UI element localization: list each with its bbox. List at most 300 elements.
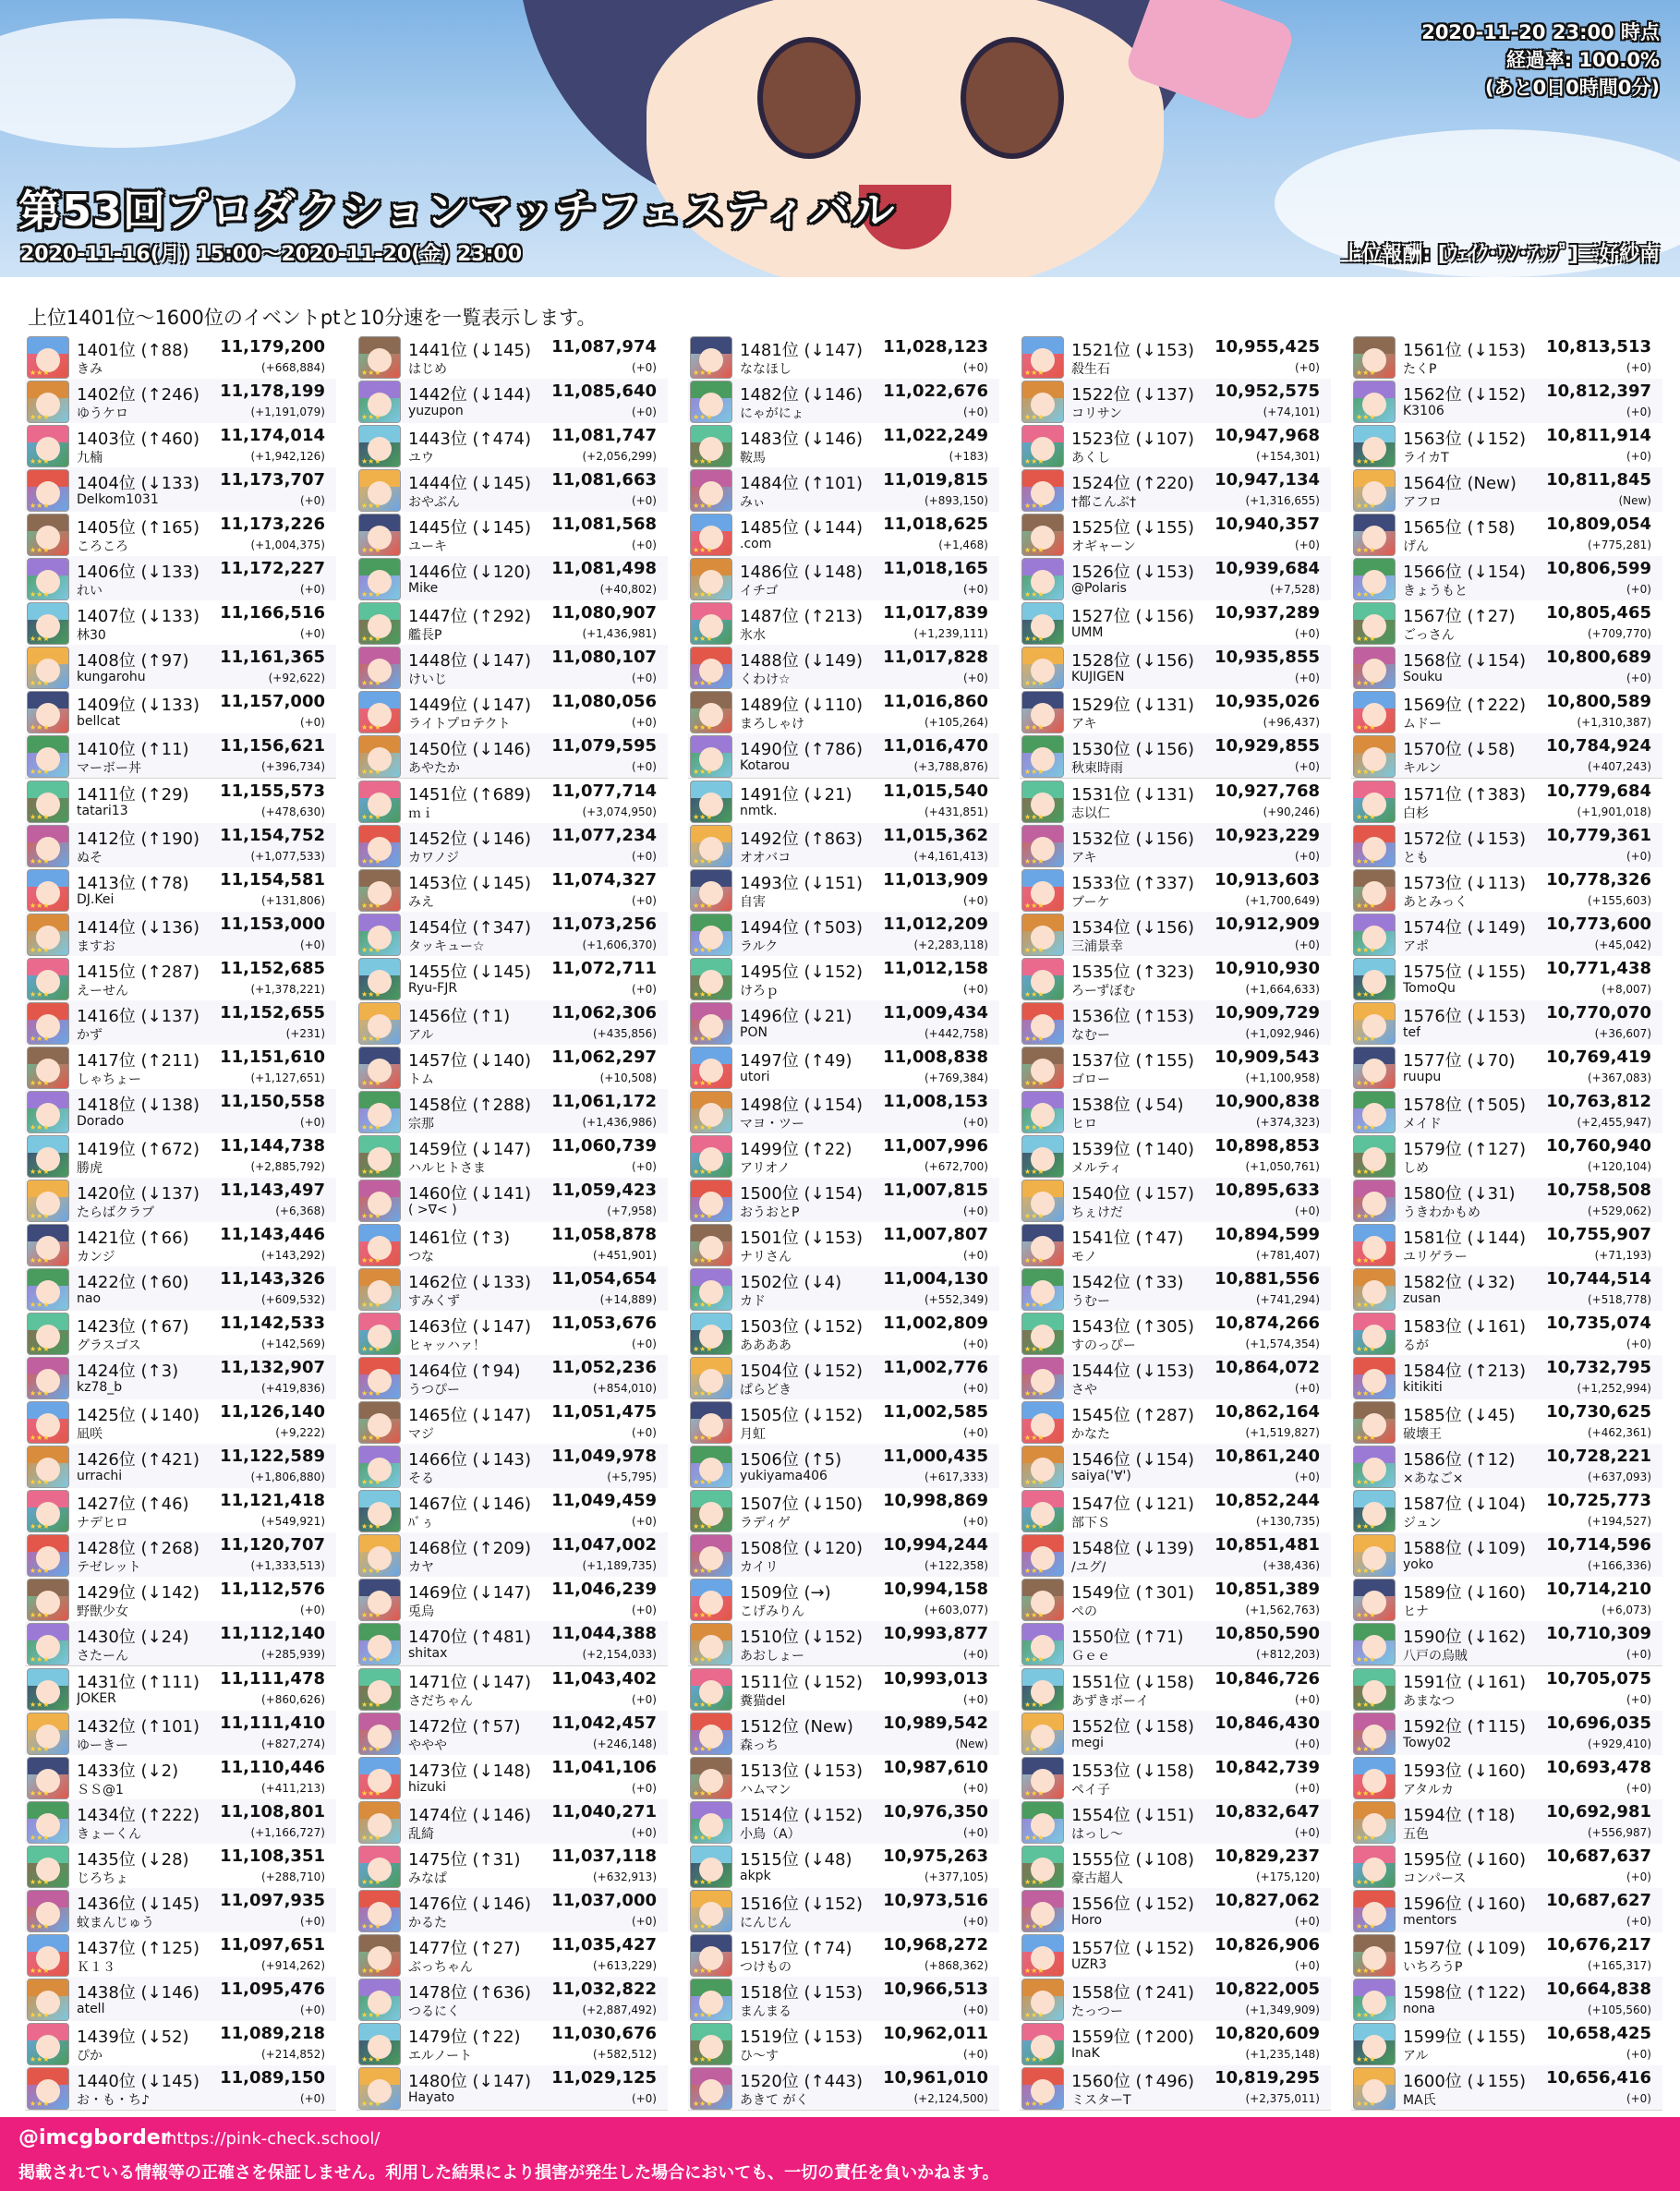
ten-minute-speed: (+407,243)	[1587, 760, 1651, 774]
ranking-entry	[688, 600, 999, 646]
ten-minute-speed: (+0)	[962, 406, 988, 419]
event-points: 11,122,589	[220, 1447, 325, 1467]
ten-minute-speed: (+0)	[631, 1159, 657, 1173]
ten-minute-speed: (+2,885,792)	[250, 1159, 325, 1173]
idol-card-icon: ★★★	[1353, 469, 1396, 512]
ten-minute-speed: (+781,407)	[1255, 1249, 1320, 1262]
producer-name: メイド	[1403, 1116, 1442, 1132]
rank-label: 1428位 (↑268)	[77, 1539, 200, 1559]
idol-card-icon: ★★★	[1021, 1890, 1064, 1932]
idol-card-icon: ★★★	[690, 958, 732, 1000]
rank-label: 1596位 (↓160)	[1403, 1894, 1527, 1914]
rank-label: 1483位 (↓146)	[740, 430, 864, 450]
ranking-entry	[357, 1844, 668, 1889]
ten-minute-speed: (+419,836)	[260, 1382, 325, 1396]
ranking-entry	[357, 1399, 668, 1445]
rank-label: 1463位 (↓147)	[408, 1317, 532, 1338]
rank-label: 1597位 (↓109)	[1403, 1938, 1527, 1958]
rank-label: 1450位 (↓146)	[408, 740, 532, 760]
idol-card-icon: ★★★	[1353, 602, 1396, 645]
ten-minute-speed: (+1,004,375)	[250, 539, 325, 552]
producer-name: ゴロー	[1071, 1071, 1110, 1087]
rank-label: 1505位 (↓152)	[740, 1406, 864, 1426]
ten-minute-speed: (+0)	[299, 494, 325, 508]
idol-card-icon: ★★★	[1021, 735, 1064, 778]
event-points: 10,735,074	[1546, 1313, 1651, 1334]
ten-minute-speed: (+0)	[1626, 1870, 1651, 1883]
idol-card-icon: ★★★	[690, 1313, 732, 1355]
rank-label: 1429位 (↓142)	[77, 1583, 200, 1604]
ranking-entry	[1351, 1488, 1662, 1533]
rank-label: 1477位 (↑27)	[408, 1938, 521, 1958]
producer-name: ミスターT	[1071, 2092, 1131, 2108]
idol-card-icon: ★★★	[358, 1313, 401, 1355]
event-points: 10,989,542	[883, 1713, 988, 1733]
event-points: 11,089,218	[220, 2023, 325, 2043]
producer-name: ラディゲ	[740, 1516, 791, 1531]
ten-minute-speed: (+0)	[1294, 1471, 1320, 1484]
event-points: 10,812,397	[1546, 381, 1651, 402]
rank-label: 1570位 (↓58)	[1403, 740, 1516, 760]
rank-label: 1504位 (↓152)	[740, 1362, 864, 1382]
rank-label: 1598位 (↑122)	[1403, 1982, 1527, 2003]
ten-minute-speed: (+0)	[631, 1426, 657, 1440]
event-points: 10,779,361	[1546, 825, 1651, 845]
rank-label: 1422位 (↑60)	[77, 1273, 189, 1293]
ranking-entry	[25, 1488, 336, 1533]
producer-name: けろｐ	[740, 983, 779, 999]
event-points: 11,018,625	[883, 514, 988, 535]
event-points: 10,676,217	[1546, 1934, 1651, 1955]
producer-name: 兎烏	[408, 1604, 434, 1620]
ten-minute-speed: (+122,358)	[924, 1559, 988, 1573]
ranking-entry	[688, 1311, 999, 1356]
rank-label: 1573位 (↓113)	[1403, 873, 1527, 893]
idol-card-icon: ★★★	[1021, 1490, 1064, 1532]
site-link[interactable]: https://pink-check.school/	[166, 2129, 381, 2149]
rank-label: 1468位 (↑209)	[408, 1539, 532, 1559]
ten-minute-speed: (+2,375,011)	[1245, 2091, 1320, 2105]
event-points: 11,077,714	[551, 781, 657, 801]
ten-minute-speed: (+0)	[962, 583, 988, 597]
rank-label: 1486位 (↓148)	[740, 563, 864, 583]
producer-name: 秋束時雨	[1071, 761, 1123, 777]
event-points: 10,820,609	[1215, 2023, 1320, 2043]
event-points: 10,705,075	[1546, 1668, 1651, 1689]
ranking-entry	[1020, 689, 1331, 734]
idol-card-icon: ★★★	[27, 1401, 69, 1444]
idol-card-icon: ★★★	[358, 1268, 401, 1311]
event-points: 10,771,438	[1546, 958, 1651, 978]
ranking-entry	[25, 1266, 336, 1312]
ten-minute-speed: (+0)	[962, 1825, 988, 1839]
producer-name: ヒャッハァ！	[408, 1338, 486, 1354]
ranking-entry	[25, 1355, 336, 1400]
event-points: 11,053,676	[551, 1313, 657, 1334]
producer-name: nona	[1403, 2001, 1435, 2016]
idol-card-icon: ★★★	[1353, 381, 1396, 423]
ranking-entry	[357, 1711, 668, 1756]
idol-card-icon: ★★★	[1353, 1446, 1396, 1488]
character-eye-art	[961, 37, 1064, 159]
ranking-entry	[1020, 423, 1331, 468]
ten-minute-speed: (+288,710)	[260, 1870, 325, 1883]
ten-minute-speed: (+1,100,958)	[1245, 1071, 1320, 1084]
producer-name: あまなつ	[1403, 1693, 1455, 1709]
ten-minute-speed: (+1,166,727)	[250, 1825, 325, 1839]
rank-label: 1559位 (↑200)	[1071, 2027, 1195, 2047]
rank-label: 1475位 (↑31)	[408, 1849, 521, 1870]
idol-card-icon: ★★★	[690, 1268, 732, 1311]
producer-name: ( >∇< )	[408, 1202, 457, 1217]
producer-name: ますお	[77, 938, 115, 954]
event-points: 11,152,685	[220, 958, 325, 978]
event-points: 11,080,107	[551, 648, 657, 668]
idol-card-icon: ★★★	[1353, 1890, 1396, 1932]
event-points: 11,035,427	[551, 1934, 657, 1955]
ten-minute-speed: (+868,362)	[924, 1958, 988, 1972]
producer-name: あくし	[1071, 451, 1110, 466]
idol-card-icon: ★★★	[358, 735, 401, 778]
rank-label: 1407位 (↓133)	[77, 607, 200, 627]
ten-minute-speed: (+96,437)	[1263, 716, 1320, 730]
ranking-entry	[1351, 1755, 1662, 1800]
ten-minute-speed: (+1,239,111)	[913, 627, 988, 641]
rank-label: 1599位 (↓155)	[1403, 2027, 1527, 2047]
ten-minute-speed: (+45,042)	[1594, 938, 1651, 951]
ranking-entry	[688, 379, 999, 424]
producer-name: Dorado	[77, 1113, 125, 1129]
twitter-handle[interactable]: @imcgborder	[18, 2126, 171, 2149]
ranking-entry	[1351, 467, 1662, 513]
ten-minute-speed: (+1,191,079)	[250, 406, 325, 419]
producer-name: 小鳥（A）	[740, 1826, 801, 1842]
rank-label: 1453位 (↓145)	[408, 873, 532, 893]
ten-minute-speed: (+120,104)	[1587, 1159, 1651, 1173]
ten-minute-speed: (+1,901,018)	[1577, 805, 1651, 818]
ranking-entry	[688, 1711, 999, 1756]
rank-label: 1535位 (↑323)	[1071, 962, 1195, 982]
idol-card-icon: ★★★	[690, 1846, 732, 1888]
idol-card-icon: ★★★	[27, 336, 69, 379]
event-points: 10,769,419	[1546, 1047, 1651, 1067]
idol-card-icon: ★★★	[690, 602, 732, 645]
ranking-entry	[357, 1000, 668, 1046]
ten-minute-speed: (+0)	[631, 494, 657, 508]
ten-minute-speed: (+775,281)	[1587, 539, 1651, 552]
producer-name: ぱらどき	[740, 1383, 792, 1398]
idol-card-icon: ★★★	[358, 1713, 401, 1755]
event-points: 10,664,838	[1546, 1979, 1651, 1999]
ranking-entry	[25, 823, 336, 868]
ranking-entry	[357, 556, 668, 601]
event-points: 10,909,543	[1215, 1047, 1320, 1067]
idol-card-icon: ★★★	[1353, 869, 1396, 912]
ten-minute-speed: (+0)	[1294, 938, 1320, 951]
ranking-entry	[688, 1045, 999, 1090]
producer-name: アル	[408, 1027, 434, 1043]
ten-minute-speed: (+435,856)	[592, 1026, 657, 1040]
idol-card-icon: ★★★	[1353, 2023, 1396, 2065]
ranking-entry	[357, 823, 668, 868]
idol-card-icon: ★★★	[690, 1047, 732, 1089]
rank-label: 1522位 (↓137)	[1071, 385, 1195, 406]
producer-name: mentors	[1403, 1912, 1457, 1928]
ranking-list	[25, 334, 1660, 2110]
rank-label: 1456位 (↑1)	[408, 1006, 511, 1026]
event-points: 10,998,869	[883, 1491, 988, 1511]
idol-card-icon: ★★★	[27, 869, 69, 912]
event-points: 11,051,475	[551, 1402, 657, 1422]
producer-name: 野獣少女	[77, 1604, 128, 1620]
ranking-entry	[1351, 1355, 1662, 1400]
ranking-entry	[1351, 556, 1662, 601]
ranking-entry	[688, 512, 999, 557]
event-points: 10,851,389	[1215, 1580, 1320, 1600]
producer-name: カド	[740, 1294, 766, 1310]
ten-minute-speed: (+0)	[962, 1515, 988, 1529]
producer-name: キルン	[1403, 761, 1442, 777]
ranking-entry	[357, 467, 668, 513]
producer-name: カイリ	[740, 1560, 779, 1576]
producer-name: るが	[1403, 1338, 1429, 1354]
idol-card-icon: ★★★	[1353, 336, 1396, 379]
event-points: 10,862,164	[1215, 1402, 1320, 1422]
event-points: 11,073,256	[551, 914, 657, 934]
ten-minute-speed: (+3,788,876)	[913, 760, 988, 774]
rank-label: 1572位 (↓153)	[1403, 829, 1527, 849]
producer-name: tatari13	[77, 803, 128, 818]
event-points: 11,002,585	[883, 1402, 988, 1422]
event-points: 11,081,747	[551, 426, 657, 446]
event-points: 10,864,072	[1215, 1358, 1320, 1378]
rank-label: 1545位 (↑287)	[1071, 1406, 1195, 1426]
idol-card-icon: ★★★	[358, 691, 401, 733]
ranking-entry	[357, 1178, 668, 1223]
ten-minute-speed: (+10,508)	[599, 1071, 657, 1084]
idol-card-icon: ★★★	[690, 1890, 732, 1932]
ranking-entry	[25, 467, 336, 513]
ranking-entry	[1351, 1977, 1662, 2022]
ten-minute-speed: (+0)	[962, 1338, 988, 1351]
idol-card-icon: ★★★	[1353, 691, 1396, 733]
rank-label: 1558位 (↑241)	[1071, 1982, 1195, 2003]
idol-card-icon: ★★★	[1021, 1713, 1064, 1755]
rank-label: 1474位 (↓146)	[408, 1805, 532, 1825]
ranking-entry	[357, 1621, 668, 1666]
ten-minute-speed: (+8,007)	[1601, 982, 1651, 996]
rank-label: 1442位 (↓144)	[408, 385, 532, 406]
producer-name: カヤ	[408, 1560, 434, 1576]
ranking-entry	[1020, 1621, 1331, 1666]
rank-label: 1480位 (↓147)	[408, 2071, 532, 2091]
producer-name: saiya('∀')	[1071, 1469, 1131, 1484]
event-points: 10,913,603	[1215, 869, 1320, 890]
ten-minute-speed: (+0)	[631, 361, 657, 374]
cloud-shape	[0, 18, 296, 148]
idol-card-icon: ★★★	[690, 1668, 732, 1711]
idol-card-icon: ★★★	[27, 914, 69, 956]
idol-card-icon: ★★★	[358, 1579, 401, 1621]
idol-card-icon: ★★★	[1021, 1846, 1064, 1888]
rank-label: 1402位 (↑246)	[77, 385, 200, 406]
rank-label: 1424位 (↑3)	[77, 1362, 179, 1382]
event-points: 10,809,054	[1546, 514, 1651, 535]
event-points: 10,993,877	[883, 1624, 988, 1644]
footer-bar	[0, 2117, 1680, 2191]
rank-label: 1461位 (↑3)	[408, 1229, 511, 1248]
ranking-entry	[688, 1844, 999, 1889]
event-points: 10,846,726	[1215, 1668, 1320, 1689]
event-points: 10,656,416	[1546, 2067, 1651, 2088]
event-points: 10,898,853	[1215, 1135, 1320, 1156]
ten-minute-speed: (+1,468)	[938, 539, 988, 552]
event-points: 11,012,158	[883, 958, 988, 978]
ranking-entry	[357, 1089, 668, 1134]
ranking-entry	[1351, 1932, 1662, 1978]
event-points: 11,121,418	[220, 1491, 325, 1511]
idol-card-icon: ★★★	[1021, 1268, 1064, 1311]
ten-minute-speed: (+1,050,761)	[1245, 1159, 1320, 1173]
event-points: 11,059,423	[551, 1180, 657, 1200]
idol-card-icon: ★★★	[1353, 1135, 1396, 1178]
ranking-entry	[357, 1488, 668, 1533]
rank-label: 1473位 (↓148)	[408, 1761, 532, 1781]
ranking-entry	[357, 1666, 668, 1712]
ten-minute-speed: (+1,127,651)	[250, 1071, 325, 1084]
rank-label: 1554位 (↓151)	[1071, 1805, 1195, 1825]
rank-label: 1410位 (↑11)	[77, 740, 189, 760]
ranking-entry	[688, 423, 999, 468]
ranking-entry	[357, 912, 668, 957]
ranking-entry	[1351, 1621, 1662, 1666]
idol-card-icon: ★★★	[690, 869, 732, 912]
idol-card-icon: ★★★	[690, 647, 732, 689]
producer-name: Ryu-FJR	[408, 980, 458, 996]
ranking-entry	[688, 1399, 999, 1445]
idol-card-icon: ★★★	[690, 1757, 732, 1799]
ten-minute-speed: (+637,093)	[1587, 1471, 1651, 1484]
ten-minute-speed: (+632,913)	[592, 1870, 657, 1883]
idol-card-icon: ★★★	[1021, 1135, 1064, 1178]
ranking-column	[688, 334, 999, 2110]
ranking-entry	[25, 2065, 336, 2111]
ranking-entry	[1020, 1977, 1331, 2022]
remaining-time: (あと0日0時間0分)	[1484, 77, 1660, 99]
ten-minute-speed: (+0)	[1294, 627, 1320, 641]
producer-name: モノ	[1071, 1250, 1097, 1265]
producer-name: さたーん	[77, 1649, 128, 1664]
event-points: 10,692,981	[1546, 1801, 1651, 1822]
producer-name: Hayato	[408, 2089, 455, 2105]
event-points: 10,910,930	[1215, 958, 1320, 978]
ten-minute-speed: (+0)	[299, 1115, 325, 1129]
rank-label: 1404位 (↓133)	[77, 474, 200, 494]
ranking-entry	[25, 689, 336, 734]
rank-label: 1517位 (↑74)	[740, 1938, 852, 1958]
producer-name: ライカT	[1403, 451, 1449, 466]
producer-name: ヒナ	[1403, 1604, 1429, 1620]
ranking-entry	[1351, 733, 1662, 779]
event-points: 10,894,599	[1215, 1225, 1320, 1244]
ten-minute-speed: (+1,310,387)	[1577, 716, 1651, 730]
ten-minute-speed: (+0)	[631, 1515, 657, 1529]
rank-label: 1584位 (↑213)	[1403, 1362, 1527, 1382]
ten-minute-speed: (+451,901)	[592, 1249, 657, 1262]
event-points: 11,154,752	[220, 825, 325, 845]
ten-minute-speed: (+552,349)	[924, 1293, 988, 1307]
event-points: 10,994,244	[883, 1535, 988, 1555]
rank-label: 1423位 (↑67)	[77, 1317, 189, 1338]
event-points: 11,142,533	[220, 1313, 325, 1334]
idol-card-icon: ★★★	[690, 336, 732, 379]
rank-label: 1576位 (↓153)	[1403, 1006, 1527, 1026]
ranking-entry	[688, 1932, 999, 1978]
rank-label: 1566位 (↓154)	[1403, 563, 1527, 583]
rank-label: 1563位 (↓152)	[1403, 430, 1527, 450]
ranking-entry	[1351, 1311, 1662, 1356]
event-points: 10,784,924	[1546, 736, 1651, 757]
disclaimer: 掲載されている情報等の正確さを保証しません。利用した結果により損害が発生した場合においても、一切の責任を負いかねます。	[18, 2163, 999, 2183]
ten-minute-speed: (+812,203)	[1255, 1648, 1320, 1662]
idol-card-icon: ★★★	[358, 1934, 401, 1977]
ranking-entry	[1020, 733, 1331, 779]
producer-name: ×あなご×	[1403, 1471, 1464, 1487]
producer-name: yuzupon	[408, 404, 464, 419]
ten-minute-speed: (+431,851)	[924, 805, 988, 818]
producer-name: bellcat	[77, 714, 121, 730]
event-points: 10,819,295	[1215, 2067, 1320, 2088]
ten-minute-speed: (+0)	[299, 2091, 325, 2105]
ten-minute-speed: (+0)	[1626, 1914, 1651, 1928]
ranking-entry	[1020, 1045, 1331, 1090]
rank-label: 1556位 (↓152)	[1071, 1894, 1195, 1914]
ranking-entry	[688, 1977, 999, 2022]
ten-minute-speed: (+0)	[1626, 2091, 1651, 2105]
event-points: 10,714,596	[1546, 1535, 1651, 1555]
producer-name: メルティ	[1071, 1160, 1122, 1176]
event-points: 11,030,676	[551, 2023, 657, 2043]
idol-card-icon: ★★★	[358, 1357, 401, 1399]
event-points: 11,112,140	[220, 1624, 325, 1644]
ranking-entry	[1020, 645, 1331, 690]
rank-label: 1430位 (↓24)	[77, 1628, 189, 1648]
ten-minute-speed: (+14,889)	[599, 1293, 657, 1307]
event-points: 11,016,860	[883, 692, 988, 712]
event-period: 2020-11-16(月) 15:00～2020-11-20(金) 23:00	[20, 243, 523, 266]
ranking-entry	[357, 867, 668, 913]
event-points: 11,022,249	[883, 426, 988, 446]
event-points: 10,800,689	[1546, 648, 1651, 668]
idol-card-icon: ★★★	[358, 469, 401, 512]
event-points: 11,173,707	[220, 470, 325, 490]
event-points: 11,007,807	[883, 1225, 988, 1244]
idol-card-icon: ★★★	[1353, 1979, 1396, 2021]
event-points: 11,144,738	[220, 1135, 325, 1156]
producer-name: 氷水	[740, 628, 766, 644]
ten-minute-speed: (+0)	[631, 406, 657, 419]
producer-name: 志以仁	[1071, 805, 1110, 821]
ten-minute-speed: (+860,626)	[260, 1692, 325, 1706]
producer-name: 九楠	[77, 451, 103, 466]
ten-minute-speed: (+0)	[299, 938, 325, 951]
idol-card-icon: ★★★	[690, 1091, 732, 1133]
ranking-entry	[688, 1355, 999, 1400]
idol-card-icon: ★★★	[1353, 1846, 1396, 1888]
rank-label: 1542位 (↑33)	[1071, 1273, 1184, 1293]
rank-label: 1460位 (↓141)	[408, 1183, 532, 1204]
ten-minute-speed: (+709,770)	[1587, 627, 1651, 641]
